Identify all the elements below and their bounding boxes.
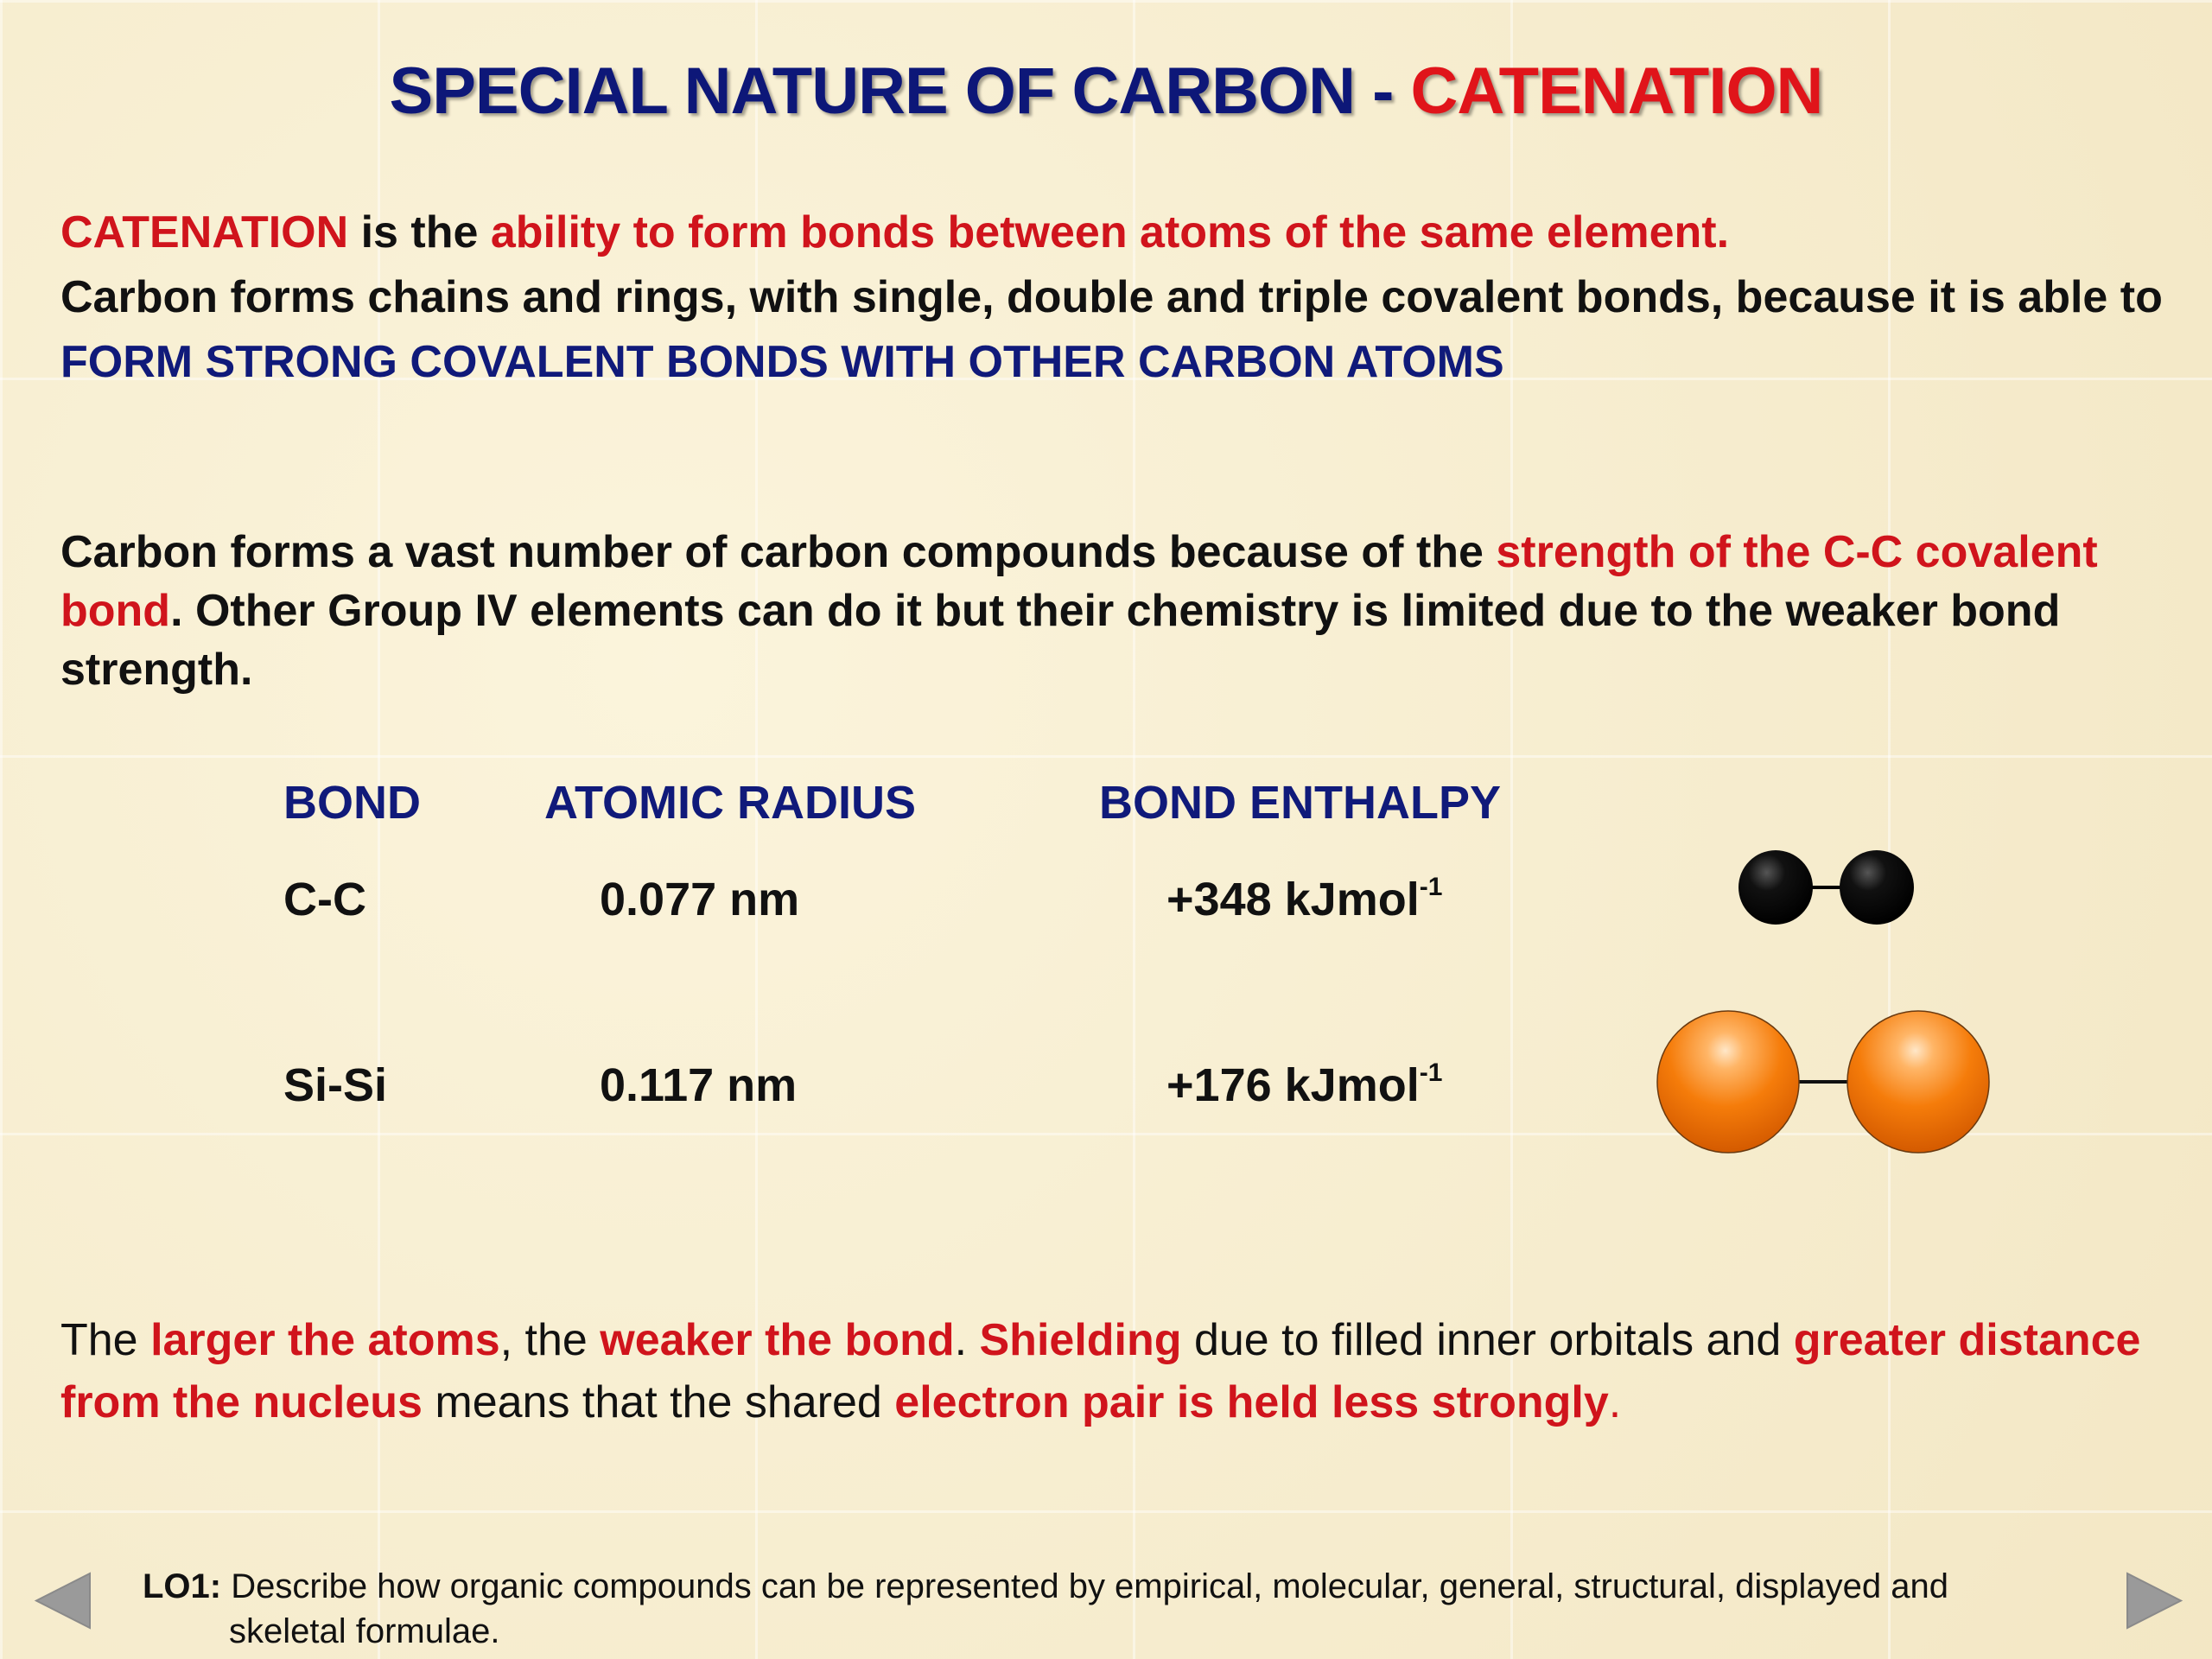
cc-molecule-diagram bbox=[1728, 842, 1927, 946]
p3-shielding: Shielding bbox=[979, 1315, 1182, 1365]
row-cc-bond: C-C bbox=[283, 874, 366, 925]
triangle-right-icon bbox=[2124, 1568, 2184, 1633]
p3-s7: due to filled inner orbitals and bbox=[1181, 1315, 1794, 1365]
row-cc-enthalpy-unit-exp: -1 bbox=[1419, 873, 1443, 901]
learning-objective bbox=[143, 1564, 2078, 1654]
silicon-atom-left bbox=[1657, 1011, 1799, 1153]
p3-weaker-bond: weaker the bond bbox=[600, 1315, 955, 1365]
row-sisi-radius: 0.117 nm bbox=[600, 1059, 798, 1111]
carbon-atom-left bbox=[1738, 850, 1813, 925]
prev-slide-button[interactable] bbox=[33, 1568, 93, 1633]
next-slide-button[interactable] bbox=[2124, 1568, 2184, 1633]
triangle-left-icon bbox=[33, 1568, 93, 1633]
row-cc-enthalpy-value: +348 kJmol bbox=[1166, 874, 1420, 925]
compounds-paragraph bbox=[60, 523, 2169, 699]
header-atomic-radius: ATOMIC RADIUS bbox=[544, 777, 916, 829]
row-cc-enthalpy bbox=[1166, 873, 1442, 926]
header-bond: BOND bbox=[283, 777, 421, 829]
def-meaning: ability to form bonds between atoms of the same element bbox=[490, 207, 1717, 257]
row-cc-radius: 0.077 nm bbox=[600, 874, 800, 925]
compounds-text: Carbon forms a vast number of carbon compounds because of the bbox=[60, 527, 1497, 577]
bond-strength-text: strength of the C-C covalent bond bbox=[60, 527, 2098, 636]
p3-larger-atoms: larger the atoms bbox=[150, 1315, 500, 1365]
lo-text: Describe how organic compounds can be represented by empirical, molecular, general, structural, displayed and bbox=[221, 1567, 1948, 1605]
def-period: . bbox=[1716, 207, 1730, 257]
chains-text: Carbon forms chains and rings, with single, double and triple covalent bonds, because it is able to bbox=[60, 272, 2163, 322]
carbon-atom-right bbox=[1840, 850, 1914, 925]
p3-s5: . bbox=[954, 1315, 980, 1365]
lo-label: LO1: bbox=[143, 1567, 222, 1605]
row-sisi-enthalpy bbox=[1166, 1058, 1442, 1112]
shielding-paragraph bbox=[60, 1309, 2169, 1433]
title-highlight: CATENATION bbox=[1410, 54, 1823, 128]
def-term: CATENATION bbox=[60, 207, 349, 257]
silicon-atom-right bbox=[1847, 1011, 1989, 1153]
lo-text-cont: skeletal formulae. bbox=[229, 1612, 500, 1650]
p3-greater-distance: greater distance from the nucleus bbox=[60, 1315, 2141, 1427]
p3-s9: means that the shared bbox=[422, 1377, 895, 1427]
p3-s11: . bbox=[1608, 1377, 1622, 1427]
row-sisi-enthalpy-value: +176 kJmol bbox=[1166, 1059, 1420, 1111]
p3-s1: The bbox=[60, 1315, 151, 1365]
slide-title bbox=[0, 54, 2212, 129]
sisi-molecule-diagram bbox=[1650, 1007, 1996, 1162]
p3-electron-pair: electron pair is held less strongly bbox=[894, 1377, 1609, 1427]
row-sisi-enthalpy-unit-exp: -1 bbox=[1419, 1058, 1443, 1087]
p3-s3: , the bbox=[499, 1315, 601, 1365]
definition-paragraph bbox=[60, 200, 2169, 395]
strong-bonds-text: FORM STRONG COVALENT BONDS WITH OTHER CARBON ATOMS bbox=[60, 337, 1504, 387]
def-connector: is the bbox=[348, 207, 491, 257]
row-sisi-bond: Si-Si bbox=[283, 1059, 388, 1111]
title-main: SPECIAL NATURE OF CARBON - bbox=[389, 54, 1411, 128]
group-iv-text: . Other Group IV elements can do it but their chemistry is limited due to the weaker bond strength. bbox=[60, 586, 2061, 695]
header-bond-enthalpy: BOND ENTHALPY bbox=[1099, 777, 1502, 829]
